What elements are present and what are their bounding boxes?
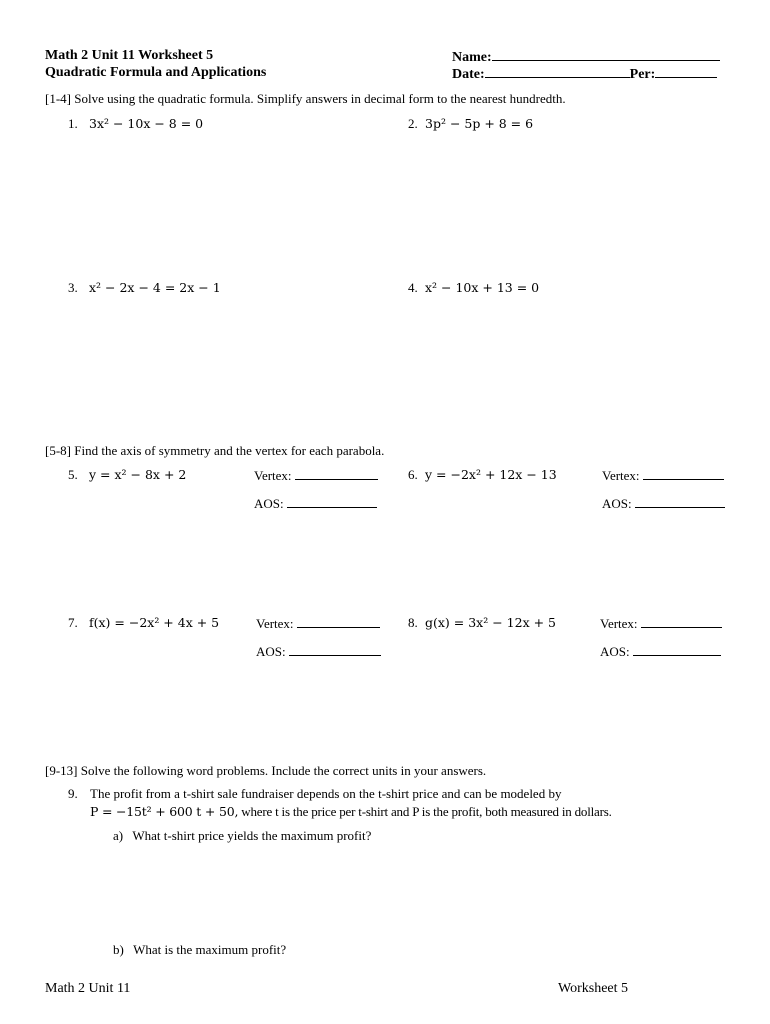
problem-number: 8.: [408, 615, 418, 630]
problem-number: 1.: [68, 116, 78, 131]
problem-1: [68, 116, 203, 132]
problem-9-line1: The profit from a t-shirt sale fundraiser depends on the t-shirt price and can be modeled by: [90, 786, 562, 801]
vertex-label: Vertex:: [256, 616, 294, 631]
problem-number: 4.: [408, 280, 418, 295]
problem-9-line2: [90, 804, 612, 820]
aos-field-5[interactable]: [254, 496, 377, 512]
vertex-field-6[interactable]: [602, 468, 724, 484]
name-field[interactable]: [452, 48, 720, 66]
problem-equation: g(x) = 3x² − 12x + 5: [425, 615, 556, 630]
aos-blank[interactable]: [287, 497, 377, 508]
problem-number: 6.: [408, 467, 418, 482]
problem-9-description: where t is the price per t-shirt and P is the profit, both measured in dollars.: [238, 804, 612, 819]
worksheet-title: Math 2 Unit 11 Worksheet 5: [45, 48, 214, 63]
aos-label: AOS:: [254, 496, 284, 511]
problem-number: 5.: [68, 467, 78, 482]
part-question: What t-shirt price yields the maximum profit?: [132, 828, 372, 843]
problem-number: 3.: [68, 280, 78, 295]
problem-9-number: 9.: [68, 786, 78, 801]
problem-equation: x² − 10x + 13 = 0: [425, 280, 540, 295]
footer-right: Worksheet 5: [558, 981, 629, 996]
date-label: Date:: [452, 67, 485, 82]
date-per-field[interactable]: [452, 65, 717, 83]
part-label: b): [113, 942, 124, 957]
footer-left: Math 2 Unit 11: [45, 981, 131, 996]
problem-6: [408, 467, 557, 483]
problem-9a: [113, 828, 371, 844]
aos-field-6[interactable]: [602, 496, 725, 512]
vertex-label: Vertex:: [254, 468, 292, 483]
aos-blank[interactable]: [633, 645, 721, 656]
section2-instruction: [5-8] Find the axis of symmetry and the vertex for each parabola.: [45, 443, 385, 458]
vertex-blank[interactable]: [297, 617, 380, 628]
vertex-blank[interactable]: [641, 617, 722, 628]
profit-formula: P = −15t² + 600 t + 50,: [90, 804, 239, 819]
aos-blank[interactable]: [635, 497, 725, 508]
problem-3: [68, 280, 221, 296]
worksheet-subtitle: Quadratic Formula and Applications: [45, 65, 267, 80]
date-blank[interactable]: [485, 65, 630, 78]
problem-7: [68, 615, 219, 631]
problem-number: 2.: [408, 116, 418, 131]
per-blank[interactable]: [655, 65, 717, 78]
aos-label: AOS:: [600, 644, 630, 659]
section1-instruction: [1-4] Solve using the quadratic formula. Simplify answers in decimal form to the nearest hundredth.: [45, 91, 566, 106]
vertex-field-5[interactable]: [254, 468, 378, 484]
problem-equation: y = x² − 8x + 2: [89, 467, 187, 482]
vertex-label: Vertex:: [602, 468, 640, 483]
aos-field-8[interactable]: [600, 644, 721, 660]
name-label: Name:: [452, 50, 492, 65]
problem-4: [408, 280, 539, 296]
problem-equation: f(x) = −2x² + 4x + 5: [89, 615, 220, 630]
name-blank[interactable]: [492, 48, 720, 61]
vertex-field-7[interactable]: [256, 616, 380, 632]
problem-8: [408, 615, 556, 631]
problem-equation: 3p² − 5p + 8 = 6: [425, 116, 534, 131]
vertex-blank[interactable]: [643, 469, 724, 480]
vertex-label: Vertex:: [600, 616, 638, 631]
problem-equation: x² − 2x − 4 = 2x − 1: [89, 280, 221, 295]
per-label: Per:: [629, 67, 656, 82]
aos-label: AOS:: [602, 496, 632, 511]
vertex-blank[interactable]: [295, 469, 378, 480]
problem-9b: [113, 942, 286, 958]
problem-equation: y = −2x² + 12x − 13: [425, 467, 557, 482]
problem-number: 7.: [68, 615, 78, 630]
section3-instruction: [9-13] Solve the following word problems. Include the correct units in your answers.: [45, 763, 487, 778]
vertex-field-8[interactable]: [600, 616, 722, 632]
aos-blank[interactable]: [289, 645, 381, 656]
problem-2: [408, 116, 533, 132]
aos-field-7[interactable]: [256, 644, 381, 660]
problem-equation: 3x² − 10x − 8 = 0: [89, 116, 204, 131]
aos-label: AOS:: [256, 644, 286, 659]
part-label: a): [113, 828, 124, 843]
problem-5: [68, 467, 186, 483]
part-question: What is the maximum profit?: [133, 942, 287, 957]
